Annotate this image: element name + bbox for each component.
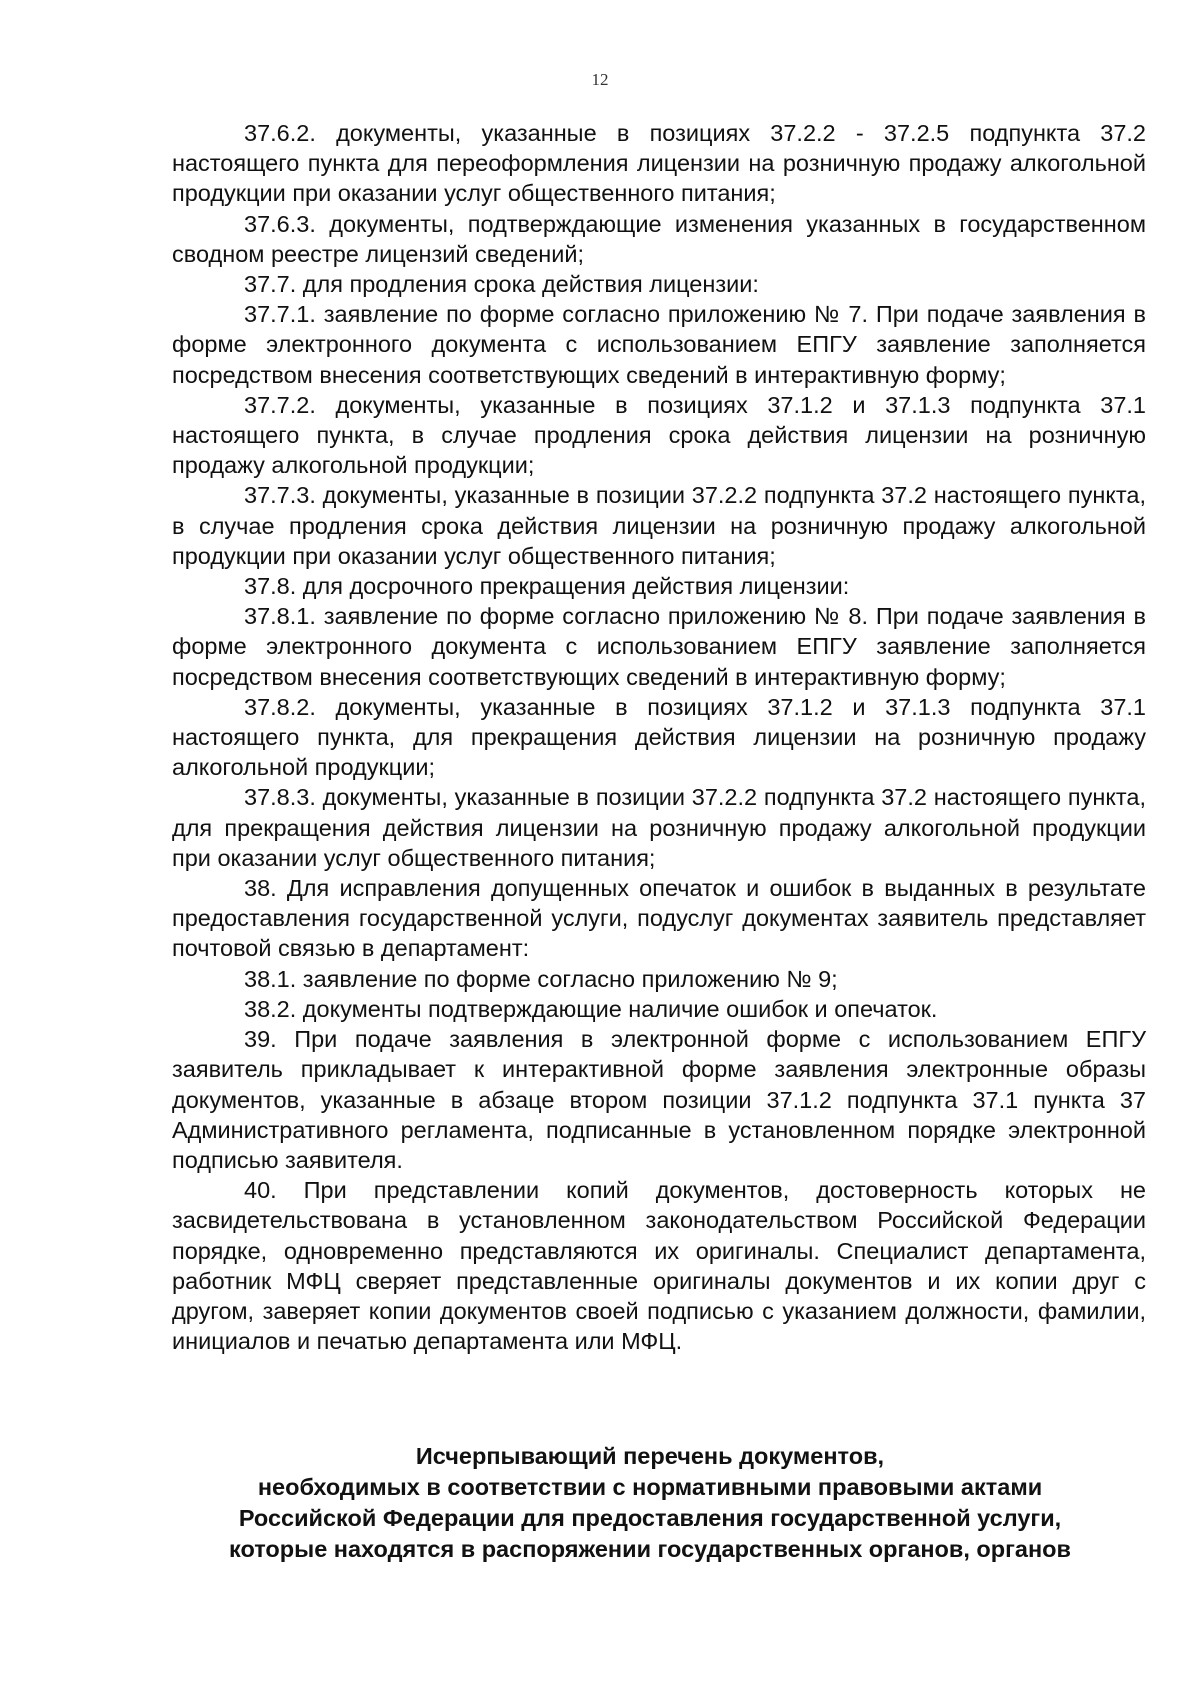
heading-line-3: Российской Федерации для предоставления государственной услуги, (238, 1505, 1062, 1531)
section-heading (150, 1441, 1150, 1565)
paragraph-37-8-3: 37.8.3. документы, указанные в позиции 37.2.2 подпункта 37.2 настоящего пункта, для прекращения действия лицензии на розничную продажу алкогольной продукции при оказании услуг общественного питания; (172, 784, 1146, 871)
paragraph-39: 39. При подаче заявления в электронной форме с использованием ЕПГУ заявитель прикладывает к интерактивной форме заявления электронные образы документов, указанные в абзаце втором позиции 37.1.2 подпункта 37.1 пункта 37 Административного регламента, подписанные в установленном порядке электронной подписью заявителя. (172, 1026, 1146, 1173)
paragraph-37-8-1: 37.8.1. заявление по форме согласно приложению № 8. При подаче заявления в форме электронного документа с использованием ЕПГУ заявление заполняется посредством внесения соответствующих сведений в интерактивную форму; (172, 603, 1146, 690)
paragraph-40: 40. При представлении копий документов, достоверность которых не засвидетельствована в установленном законодательством Российской Федерации порядке, одновременно представляются их оригиналы. Специалист департамента, работник МФЦ сверяет представленные оригиналы документов и их копии друг с другом, заверяет копии документов своей подписью с указанием должности, фамилии, инициалов и печатью департамента или МФЦ. (172, 1177, 1146, 1355)
document-body (172, 118, 1146, 1356)
paragraph-37-8: 37.8. для досрочного прекращения действия лицензии: (244, 573, 850, 600)
paragraph-37-7-2: 37.7.2. документы, указанные в позициях 37.1.2 и 37.1.3 подпункта 37.1 настоящего пункта, в случае продления срока действия лицензии на розничную продажу алкогольной продукции; (172, 391, 1146, 479)
page-number: 12 (591, 70, 609, 89)
heading-line-4: которые находятся в распоряжении государственных органов, органов (229, 1536, 1071, 1562)
paragraph-37-7-1: 37.7.1. заявление по форме согласно приложению № 7. При подаче заявления в форме электронного документа с использованием ЕПГУ заявление заполняется посредством внесения соответствующих сведений в интерактивную форму; (172, 301, 1146, 388)
paragraph-37-6-2: 37.6.2. документы, указанные в позициях 37.2.2 - 37.2.5 подпункта 37.2 настоящего пункта для переоформления лицензии на розничную продажу алкогольной продукции при оказании услуг общественного питания; (172, 120, 1146, 207)
paragraph-37-7: 37.7. для продления срока действия лицензии: (244, 271, 759, 298)
paragraph-38: 38. Для исправления допущенных опечаток и ошибок в выданных в результате предоставления государственной услуги, подуслуг документах заявитель представляет почтовой связью в департамент: (172, 875, 1146, 962)
paragraph-37-8-2: 37.8.2. документы, указанные в позициях 37.1.2 и 37.1.3 подпункта 37.1 настоящего пункта, для прекращения действия лицензии на розничную продажу алкогольной продукции; (172, 693, 1146, 781)
heading-line-2: необходимых в соответствии с нормативными правовыми актами (257, 1474, 1043, 1500)
paragraph-38-1: 38.1. заявление по форме согласно приложению № 9; (244, 965, 838, 992)
paragraph-37-7-3: 37.7.3. документы, указанные в позиции 37.2.2 подпункта 37.2 настоящего пункта, в случае продления срока действия лицензии на розничную продажу алкогольной продукции при оказании услуг общественного питания; (172, 482, 1146, 569)
paragraph-37-6-3: 37.6.3. документы, подтверждающие изменения указанных в государственном сводном реестре лицензий сведений; (172, 210, 1146, 267)
paragraph-38-2: 38.2. документы подтверждающие наличие ошибок и опечаток. (244, 995, 938, 1022)
heading-line-1: Исчерпывающий перечень документов, (415, 1443, 885, 1469)
